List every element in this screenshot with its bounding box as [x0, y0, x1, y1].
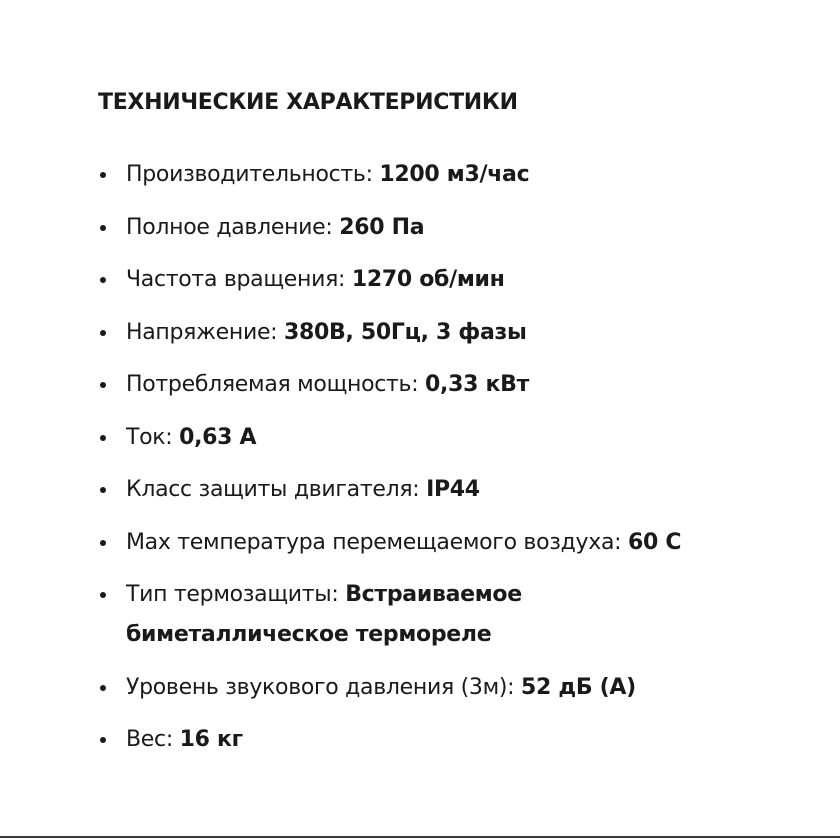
spec-label: Частота вращения:	[126, 267, 352, 292]
spec-item-sound-pressure	[0, 668, 840, 708]
page-title: ТЕХНИЧЕСКИЕ ХАРАКТЕРИСТИКИ	[98, 90, 518, 115]
spec-label: Потребляемая мощность:	[126, 372, 426, 397]
spec-value: 60 С	[627, 529, 682, 555]
spec-item-pressure	[0, 208, 840, 248]
spec-value: 52 дБ (А)	[520, 674, 636, 700]
spec-label: Производительность:	[126, 162, 380, 187]
spec-value: IP44	[426, 477, 480, 502]
spec-item-current	[0, 418, 840, 458]
spec-label: Полное давление:	[126, 214, 340, 240]
spec-value: 16 кг	[179, 727, 243, 752]
spec-item-max-temperature	[0, 523, 840, 563]
spec-item-protection-class	[0, 470, 840, 510]
spec-label: Напряжение:	[126, 319, 284, 345]
spec-item-power	[0, 365, 840, 405]
bottom-divider	[0, 836, 840, 838]
spec-value: 380В, 50Гц, 3 фазы	[283, 319, 527, 345]
spec-label: Тип термозащиты:	[126, 582, 346, 607]
spec-value: 0,33 кВт	[425, 372, 530, 397]
spec-value: 1270 об/мин	[351, 267, 505, 292]
spec-value: 0,63 А	[179, 424, 257, 450]
spec-label: Вес:	[126, 727, 180, 752]
spec-item-capacity	[0, 155, 840, 195]
spec-label: Ток:	[126, 424, 180, 450]
spec-list	[0, 155, 840, 773]
spec-label: Уровень звукового давления (3м):	[126, 674, 521, 700]
spec-value: 1200 м3/час	[379, 162, 530, 187]
spec-item-thermal-protection	[0, 575, 840, 655]
spec-value: 260 Па	[339, 214, 425, 240]
spec-item-weight	[0, 720, 840, 760]
spec-item-rotation-speed	[0, 260, 840, 300]
spec-label: Max температура перемещаемого воздуха:	[126, 529, 628, 555]
spec-value: Встраиваемое биметаллическое термореле	[126, 582, 522, 647]
spec-item-voltage	[0, 313, 840, 353]
spec-label: Класс защиты двигателя:	[126, 477, 427, 502]
